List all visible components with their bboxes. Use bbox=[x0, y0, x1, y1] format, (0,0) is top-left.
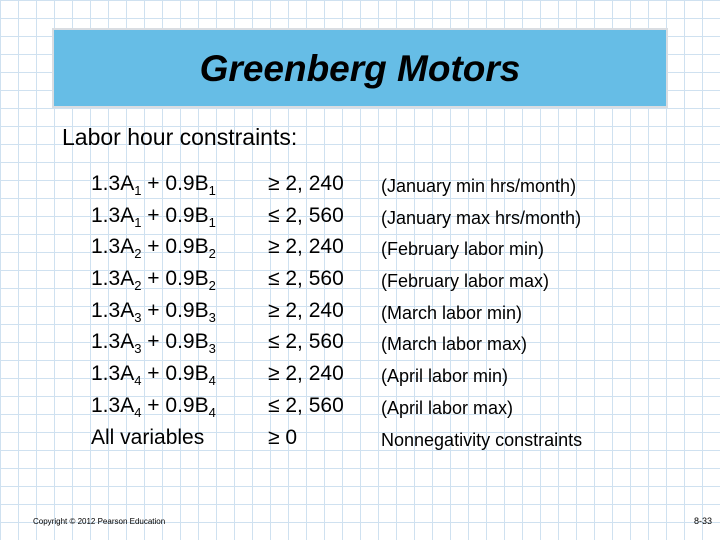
constraint-expression: $1.3A_4 + 0.9B_4$ bbox=[91, 393, 216, 420]
constraint-relation: ≤ 2, 560 bbox=[268, 393, 344, 417]
constraint-row bbox=[0, 172, 720, 204]
constraint-relation: ≥ 0 bbox=[268, 425, 298, 449]
constraint-expression: All variables bbox=[91, 425, 205, 449]
copyright-text: Copyright © 2012 Pearson Education bbox=[33, 517, 166, 526]
constraint-row bbox=[0, 330, 720, 362]
constraint-note: (April labor min) bbox=[381, 366, 509, 387]
slide-title: Greenberg Motors bbox=[199, 48, 521, 89]
constraint-note: (February labor min) bbox=[381, 239, 545, 260]
constraint-expression: $1.3A_3 + 0.9B_3$ bbox=[91, 330, 216, 357]
constraint-expression: $1.3A_1 + 0.9B_1$ bbox=[91, 172, 216, 198]
constraint-note: (February labor max) bbox=[381, 271, 550, 292]
constraint-relation: ≤ 2, 560 bbox=[268, 330, 344, 354]
constraint-row bbox=[0, 299, 720, 331]
page-number: 8-33 bbox=[693, 516, 712, 526]
constraint-row bbox=[0, 394, 720, 426]
constraint-note: (January max hrs/month) bbox=[381, 207, 582, 228]
constraint-expression: $1.3A_1 + 0.9B_1$ bbox=[91, 203, 216, 230]
constraint-expression: $1.3A_3 + 0.9B_3$ bbox=[91, 298, 216, 325]
constraint-note: (January min hrs/month) bbox=[381, 176, 577, 196]
constraint-expression: $1.3A_4 + 0.9B_4$ bbox=[91, 362, 216, 389]
constraint-relation: ≥ 2, 240 bbox=[268, 172, 344, 195]
constraint-expression: $1.3A_2 + 0.9B_2$ bbox=[91, 267, 216, 294]
constraint-row bbox=[0, 204, 720, 236]
constraint-note: Nonnegativity constraints bbox=[381, 429, 583, 450]
title-bar bbox=[52, 28, 668, 108]
constraint-note: (April labor max) bbox=[381, 397, 514, 418]
constraint-relation: ≥ 2, 240 bbox=[268, 362, 344, 386]
constraint-expression: $1.3A_2 + 0.9B_2$ bbox=[91, 235, 216, 262]
constraint-row bbox=[0, 267, 720, 299]
constraint-relation: ≤ 2, 560 bbox=[268, 203, 344, 227]
subtitle: Labor hour constraints: bbox=[62, 124, 298, 150]
constraint-relation: ≥ 2, 240 bbox=[268, 298, 344, 322]
constraint-row bbox=[0, 362, 720, 394]
constraint-note: (March labor min) bbox=[381, 302, 523, 323]
constraint-row bbox=[0, 235, 720, 267]
constraint-relation: ≥ 2, 240 bbox=[268, 235, 344, 259]
constraint-note: (March labor max) bbox=[381, 334, 528, 355]
constraint-relation: ≤ 2, 560 bbox=[268, 267, 344, 291]
constraint-list bbox=[0, 172, 720, 457]
nonnegativity-row bbox=[0, 426, 720, 458]
